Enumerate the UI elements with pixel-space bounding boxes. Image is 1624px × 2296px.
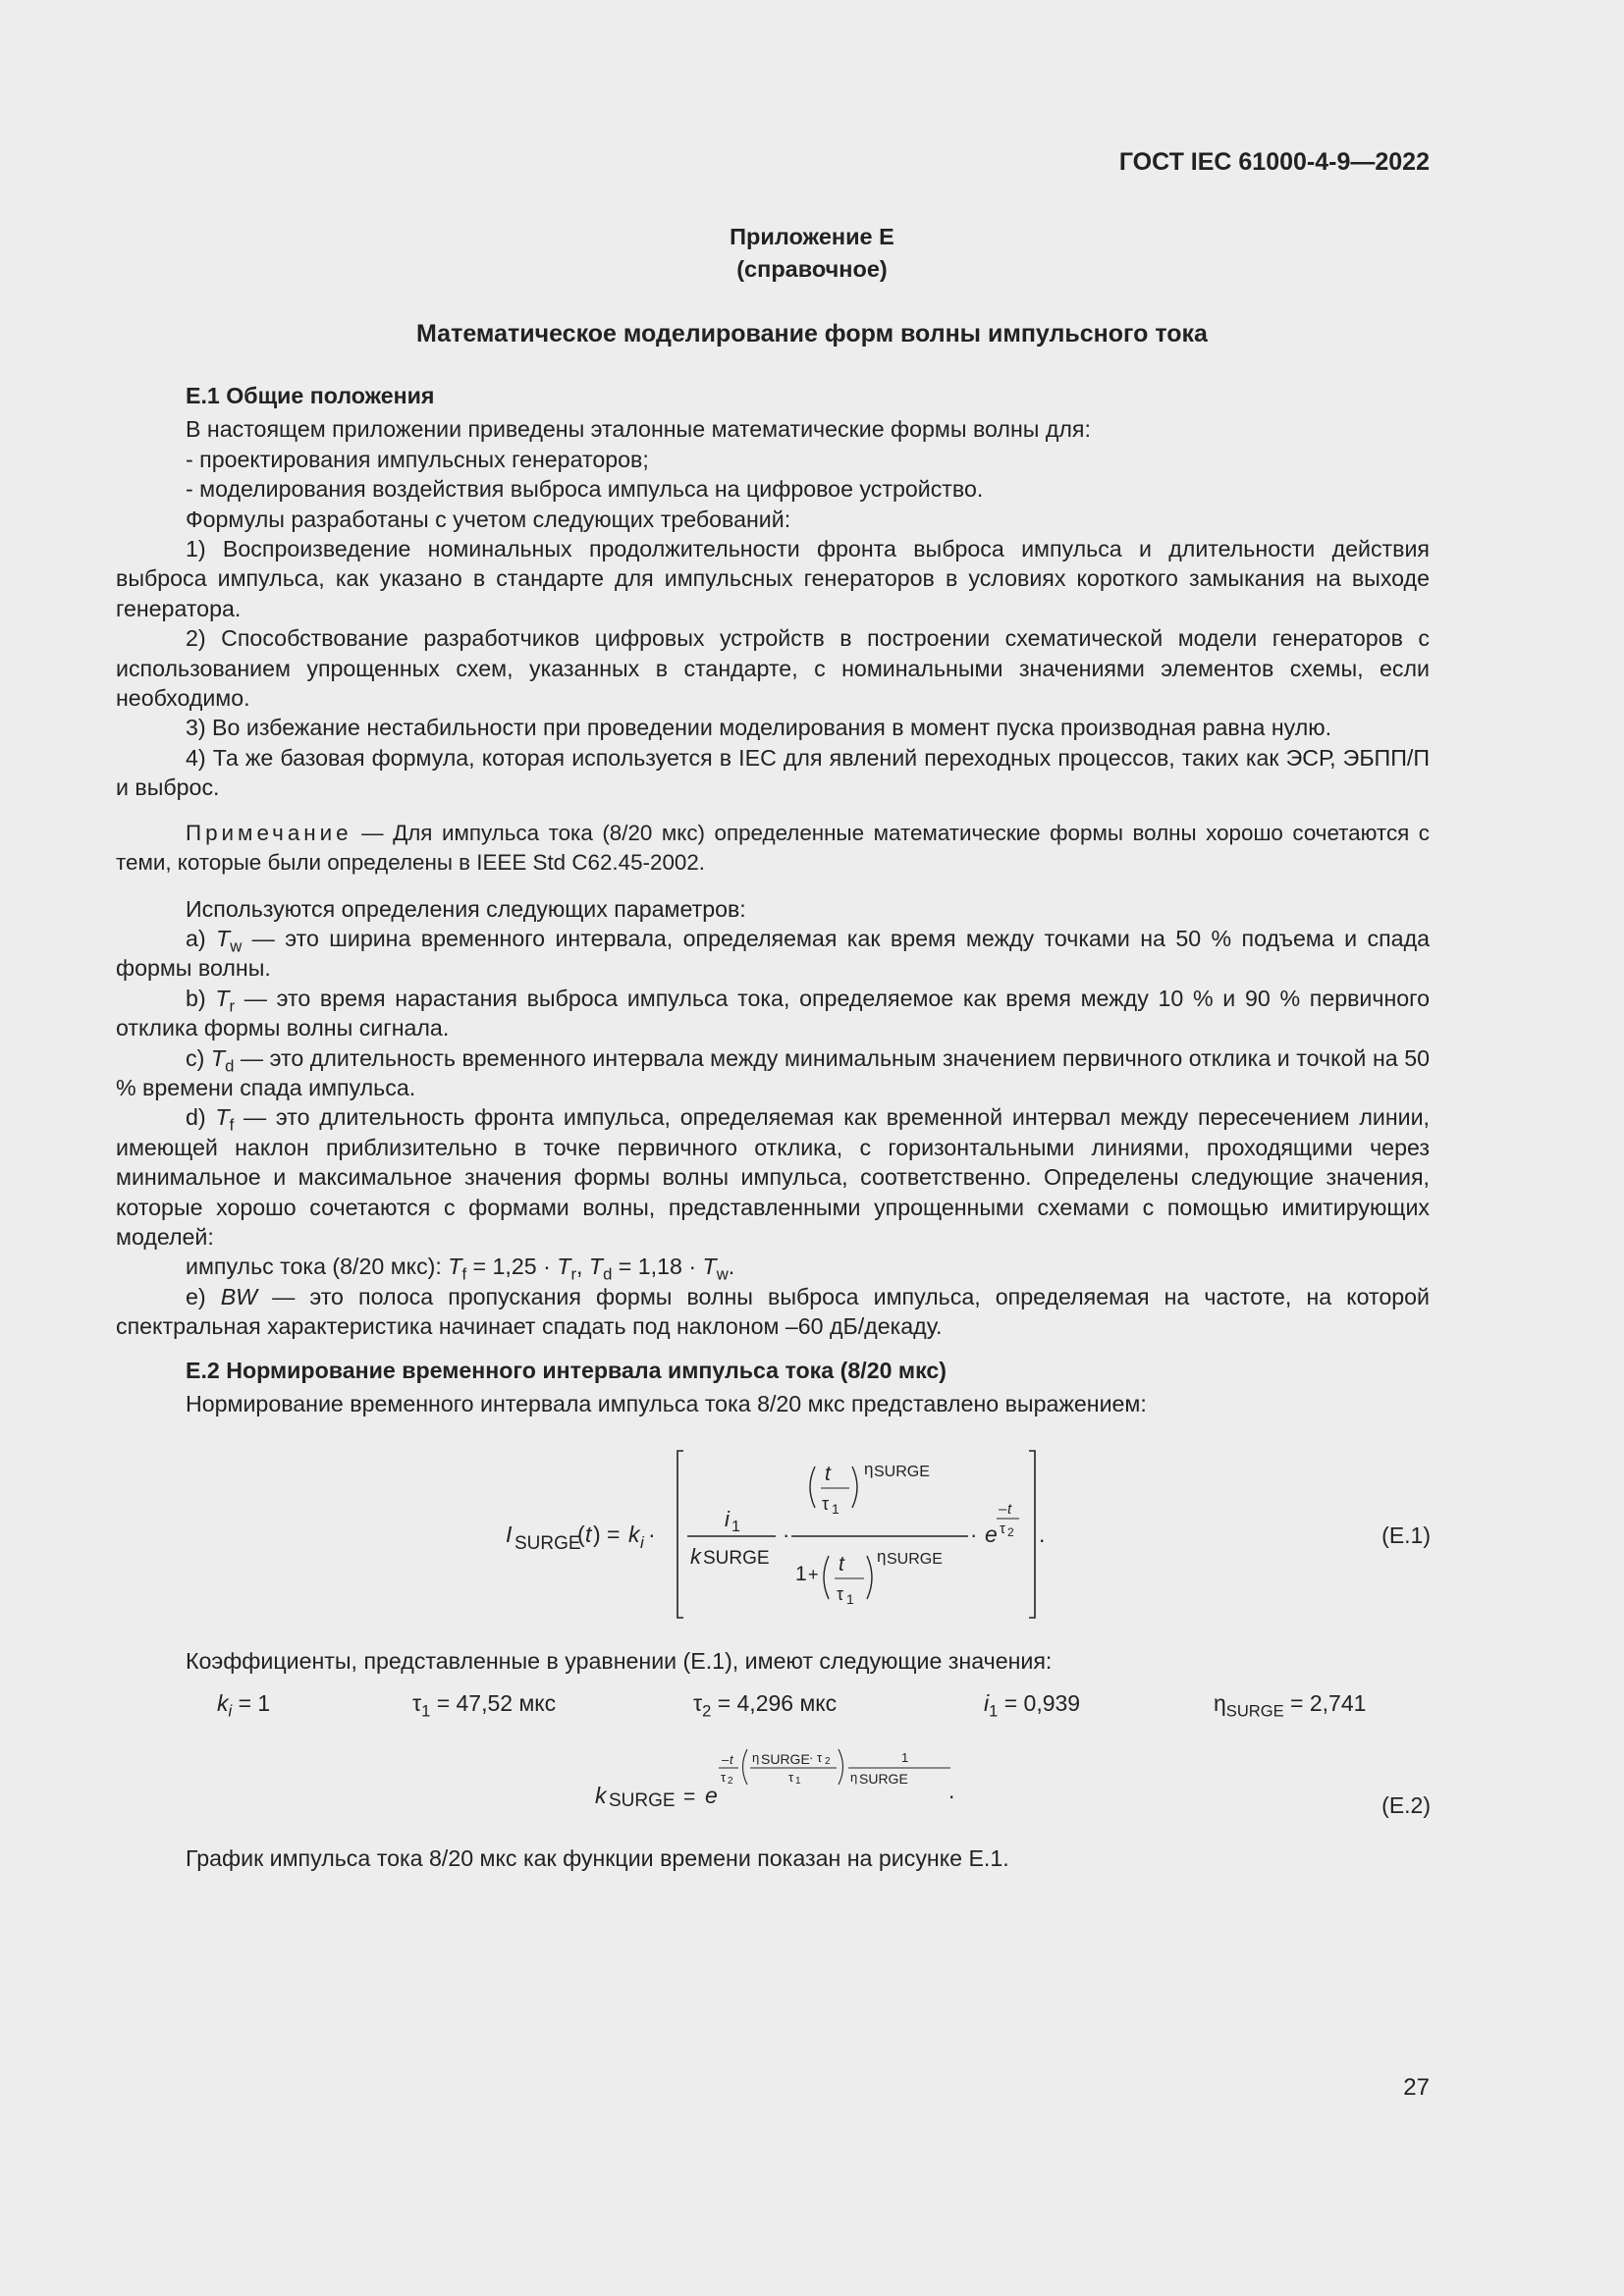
svg-text:·: ·: [970, 1522, 978, 1547]
svg-text:SURGE: SURGE: [703, 1548, 770, 1569]
svg-text:–: –: [722, 1752, 730, 1767]
svg-text:τ: τ: [1000, 1521, 1005, 1537]
definitions-intro: Используются определения следующих параметров:: [186, 895, 746, 922]
svg-text:1: 1: [795, 1776, 801, 1787]
graph-reference: График импульса тока 8/20 мкс как функции времени показан на рисунке E.1.: [186, 1845, 1009, 1871]
svg-text:) =: ) =: [593, 1522, 621, 1547]
definition-a: a) $T_w$ — это ширина временного интервала, определяемая как время между точками на 50 % подъема и спада формы волны.: [116, 925, 1430, 982]
definition-c: c) $T_d$ — это длительность временного интервала между минимальным значением первичного отклика и точкой на 50 % времени спада импульса.: [116, 1044, 1430, 1100]
requirement-4: 4) Та же базовая формула, которая используется в IEC для явлений переходных процессов, таких как ЭСР, ЭБПП/П и выброс.: [116, 744, 1430, 801]
list-item: - проектирования импульсных генераторов;: [186, 446, 649, 472]
definition-d: d) $T_f$ — это длительность фронта импульса, определяемая как временной интервал между пересечением линии, имеющей наклон приблизительно в точке первичного отклика, с горизонтальными линиями, проходящими через минимальное и максимальное значения формы волны импульса, соответственно. Определены следующие значения, которые хорошо сочетаются с формами волны, представленными упрощенными схемами с помощью имитирующих моделей:: [116, 1104, 1430, 1250]
svg-text:i: i: [725, 1507, 730, 1531]
svg-text:+: +: [808, 1565, 819, 1584]
impulse-relation: импульс тока (8/20 мкс): $T_f = 1,25 \cdot T_r$, $T_d = 1,18 \cdot T_w$.: [186, 1254, 735, 1284]
note-label: Примечание: [186, 820, 352, 845]
annex-subtitle: (справочное): [736, 256, 888, 282]
svg-text:k: k: [595, 1783, 607, 1808]
coefficients-intro: Коэффициенты, представленные в уравнении (E.1), имеют следующие значения:: [186, 1648, 1053, 1674]
definition-b: b) $T_r$ — это время нарастания выброса импульса тока, определяемое как время между 10 % и 90 % первичного отклика формы волны сигнала.: [116, 985, 1431, 1041]
svg-text:e: e: [985, 1522, 998, 1547]
requirement-3: 3) Во избежание нестабильности при проведении моделирования в момент пуска производная равна нулю.: [186, 715, 1332, 741]
svg-text:1: 1: [901, 1750, 909, 1765]
svg-text:=: =: [683, 1786, 696, 1808]
paragraph: Формулы разработаны с учетом следующих требований:: [186, 506, 791, 532]
requirement-1: 1) Воспроизведение номинальных продолжительности фронта выброса импульса и длительности действия выброса импульса, как указано в стандарте для импульсных генераторов в условиях короткого замыкания на выходе генератора.: [116, 536, 1430, 621]
svg-text:.: .: [1039, 1522, 1046, 1547]
equation-e1-number: (E.1): [1381, 1522, 1431, 1548]
svg-text:SURGE: SURGE: [859, 1771, 908, 1787]
svg-text:t: t: [730, 1752, 733, 1767]
annex-heading: Математическое моделирование форм волны импульсного тока: [416, 320, 1208, 347]
svg-text:SURGE: SURGE: [514, 1533, 581, 1554]
definition-e: e) BW — это полоса пропускания формы волны выброса импульса, определяемая на частоте, на которой спектральная характеристика начинает спадать под наклоном –60 дБ/декаду.: [116, 1283, 1430, 1340]
svg-text:τ: τ: [788, 1770, 794, 1785]
coef-ki: $k_i = 1$: [217, 1690, 271, 1721]
section-e1: [116, 381, 1430, 1418]
section-e1-title: E.1 Общие положения: [186, 383, 435, 408]
svg-text:1: 1: [832, 1501, 839, 1517]
svg-text:·: ·: [783, 1522, 790, 1547]
svg-text:i: i: [640, 1533, 644, 1552]
requirement-2: 2) Способствование разработчиков цифровых устройств в построении схематической модели генераторов с использованием упрощенных схем, указанных в стандарте, с номинальными значениями элементов схемы, если необходимо.: [116, 625, 1430, 712]
svg-text:SURGE: SURGE: [887, 1551, 943, 1568]
svg-text:1: 1: [846, 1591, 854, 1607]
page-number: 27: [1403, 2074, 1430, 2101]
svg-text:· τ: · τ: [809, 1750, 823, 1765]
note-text: — Для импульса тока (8/20 мкс) определенные математические формы волны хорошо сочетаются с теми, которые были определены в IEEE Std C62.45-2002.: [116, 820, 1430, 876]
svg-text:SURGE: SURGE: [874, 1464, 930, 1480]
svg-text:SURGE: SURGE: [761, 1751, 810, 1767]
svg-text:e: e: [705, 1783, 718, 1808]
coef-i1: $i_1 = 0,939$: [984, 1690, 1081, 1721]
svg-text:k: k: [690, 1544, 701, 1569]
svg-text:I: I: [506, 1522, 513, 1547]
graph-reference-block: [116, 1843, 1430, 1873]
svg-text:η: η: [864, 1460, 874, 1478]
svg-text:t: t: [839, 1553, 844, 1575]
coef-tau2: $\tau_2 = 4,296$ мкс: [693, 1690, 838, 1721]
svg-text:k: k: [628, 1522, 640, 1547]
equation-e1: [491, 1443, 1080, 1625]
equation-e2-number: (E.2): [1381, 1792, 1431, 1818]
section-e2-intro: Нормирование временного интервала импульса тока 8/20 мкс представлено выражением:: [186, 1391, 1147, 1416]
coef-eta: $\eta_{SURGE} = 2,741$: [1214, 1690, 1367, 1721]
list-item: - моделирования воздействия выброса импульса на цифровое устройство.: [186, 476, 984, 503]
svg-text:·: ·: [648, 1522, 656, 1547]
paragraph: В настоящем приложении приведены эталонные математические формы волны для:: [186, 416, 1091, 443]
svg-text:t: t: [825, 1463, 831, 1485]
note: [116, 819, 1430, 879]
svg-text:1: 1: [731, 1519, 740, 1535]
coef-tau1: $\tau_1 = 47,52$ мкс: [412, 1690, 557, 1721]
annex-title: Приложение E: [730, 224, 894, 249]
svg-text:τ: τ: [721, 1770, 727, 1785]
coefficients-intro-block: [116, 1646, 1430, 1676]
svg-text:η: η: [877, 1547, 887, 1566]
svg-text:SURGE: SURGE: [609, 1790, 676, 1811]
equation-e2: [587, 1737, 1000, 1816]
svg-text:2: 2: [728, 1776, 733, 1787]
svg-text:2: 2: [1007, 1525, 1014, 1539]
svg-text:t: t: [585, 1522, 592, 1547]
svg-text:t: t: [1007, 1501, 1012, 1518]
svg-text:τ: τ: [837, 1584, 844, 1604]
svg-text:.: .: [948, 1778, 955, 1803]
svg-text:1: 1: [795, 1563, 807, 1585]
document-code-header: ГОСТ IEC 61000-4-9—2022: [1118, 148, 1430, 176]
svg-text:–: –: [999, 1501, 1007, 1518]
svg-text:η: η: [752, 1750, 760, 1765]
svg-text:(: (: [577, 1522, 585, 1547]
svg-text:η: η: [850, 1770, 858, 1785]
section-e2-title: E.2 Нормирование временного интервала импульса тока (8/20 мкс): [186, 1357, 947, 1383]
svg-text:2: 2: [825, 1756, 831, 1767]
svg-text:τ: τ: [822, 1494, 830, 1514]
